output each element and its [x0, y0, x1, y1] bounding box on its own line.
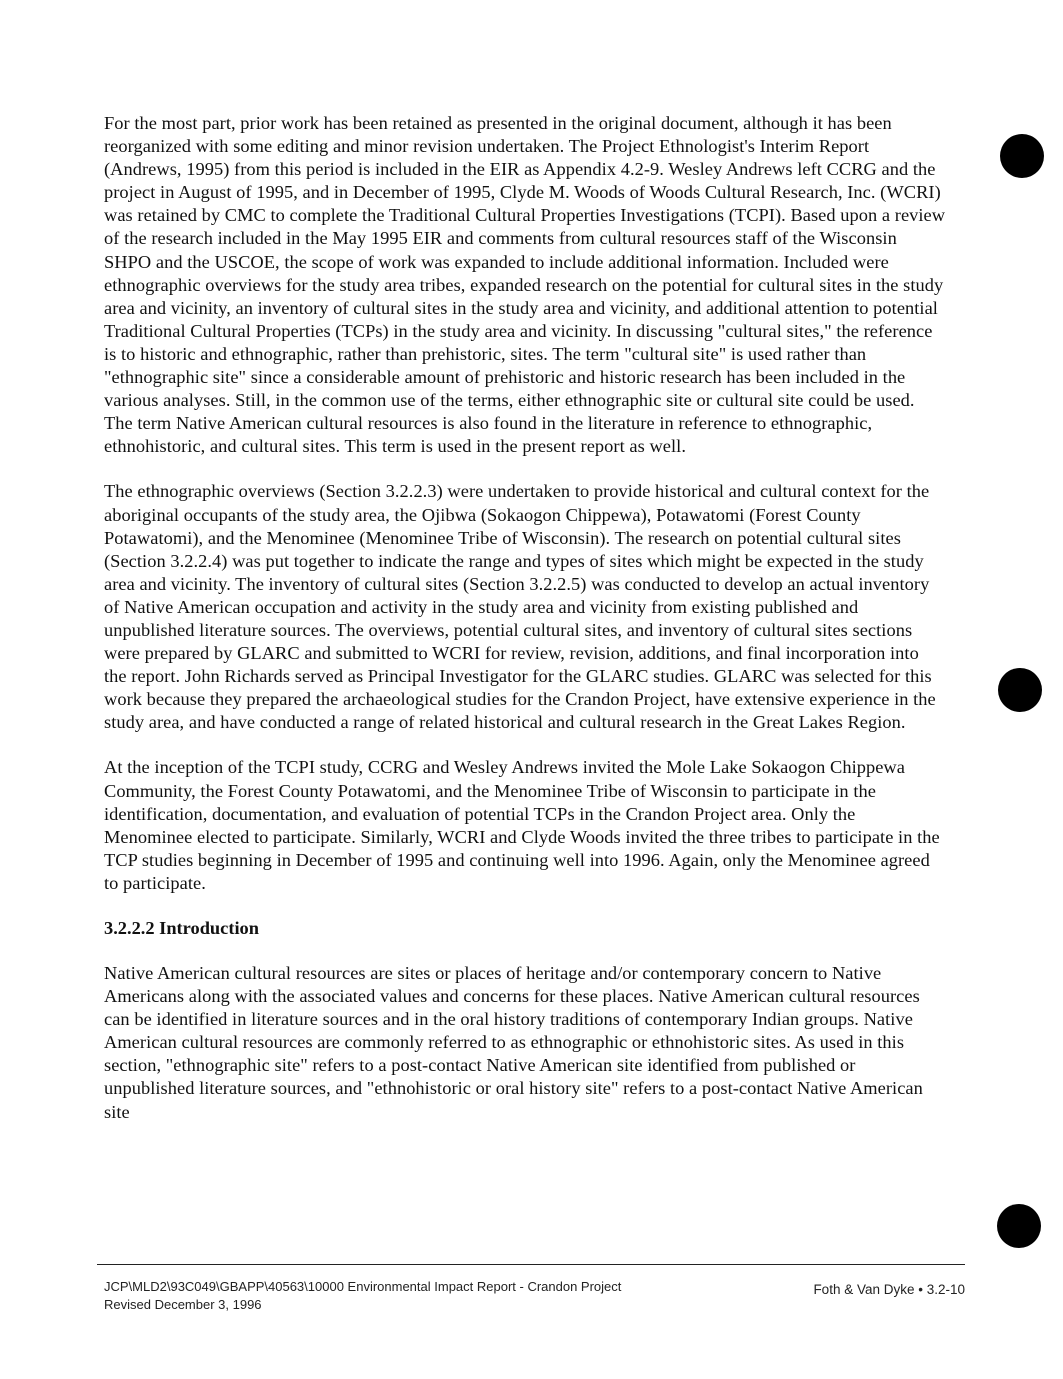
footer-divider	[97, 1264, 965, 1265]
punch-hole	[997, 1204, 1041, 1248]
document-body	[104, 112, 946, 1124]
section-heading: 3.2.2.2 Introduction	[104, 918, 259, 938]
footer-file-path-title: JCP\MLD2\93C049\GBAPP\40563\10000 Environmental Impact Report - Crandon Project	[104, 1279, 622, 1294]
body-paragraph: Native American cultural resources are sites or places of heritage and/or contemporary concern to Native Americans along with the associated values and concerns for these places. Native American cultural resources can be identified in literature sources and in the oral history traditions of contemporary Indian groups. Native American cultural resources are commonly referred to as ethnographic or ethnohistoric sites. As used in this section, "ethnographic site" refers to a post-contact Native American site identified from published or unpublished literature sources, and "ethnohistoric or oral history site" refers to a post-contact Native American site	[104, 963, 923, 1122]
punch-hole	[998, 668, 1042, 712]
body-paragraph: At the inception of the TCPI study, CCRG and Wesley Andrews invited the Mole Lake Sokaogon Chippewa Community, the Forest County Potawatomi, and the Menominee Tribe of Wisconsin to participate in the identification, documentation, and evaluation of potential TCPs in the Crandon Project area. Only the Menominee elected to participate. Similarly, WCRI and Clyde Woods invited the three tribes to participate in the TCP studies beginning in December of 1995 and continuing well into 1996. Again, only the Menominee agreed to participate.	[104, 757, 940, 893]
body-paragraph: For the most part, prior work has been retained as presented in the original document, although it has been reorganized with some editing and minor revision undertaken. The Project Ethnologist's Interim Report (Andrews, 1995) from this period is included in the EIR as Appendix 4.2-9. Wesley Andrews left CCRG and the project in August of 1995, and in December of 1995, Clyde M. Woods of Woods Cultural Research, Inc. (WCRI) was retained by CMC to complete the Traditional Cultural Properties Investigations (TCPI). Based upon a review of the research included in the May 1995 EIR and comments from cultural resources staff of the Wisconsin SHPO and the USCOE, the scope of work was expanded to include additional information. Included were ethnographic overviews for the study area tribes, expanded research on the potential for cultural sites in the study area and vicinity, an inventory of cultural sites in the study area and vicinity, and additional attention to potential Traditional Cultural Properties (TCPs) in the study area and vicinity. In discussing "cultural sites," the reference is to historic and ethnographic, rather than prehistoric, sites. The term "cultural site" is used rather than "ethnographic site" since a considerable amount of prehistoric and historic research has been included in the various analyses. Still, in the common use of the terms, either ethnographic site or cultural site could be used. The term Native American cultural resources is also found in the literature in reference to ethnographic, ethnohistoric, and cultural sites. This term is used in the present report as well.	[104, 113, 946, 457]
body-paragraph: The ethnographic overviews (Section 3.2.2.3) were undertaken to provide historical and cultural context for the aboriginal occupants of the study area, the Ojibwa (Sokaogon Chippewa), Potawatomi (Forest County Potawatomi), and the Menominee (Menominee Tribe of Wisconsin). The research on potential cultural sites (Section 3.2.2.4) was put together to indicate the range and types of sites which might be expected in the study area and vicinity. The inventory of cultural sites (Section 3.2.2.5) was conducted to develop an actual inventory of Native American occupation and activity in the study area and vicinity from existing published and unpublished literature sources. The overviews, potential cultural sites, and inventory of cultural sites sections were prepared by GLARC and submitted to WCRI for review, revision, additions, and final incorporation into the report. John Richards served as Principal Investigator for the GLARC studies. GLARC was selected for this work because they prepared the archaeological studies for the Crandon Project, have extensive experience in the study area, and have conducted a range of related historical and cultural research in the Great Lakes Region.	[104, 481, 936, 733]
punch-hole	[1000, 134, 1044, 178]
footer-revised-date: Revised December 3, 1996	[104, 1297, 262, 1312]
footer-firm-page-number: Foth & Van Dyke • 3.2-10	[813, 1282, 965, 1297]
footer-left	[104, 1278, 621, 1314]
